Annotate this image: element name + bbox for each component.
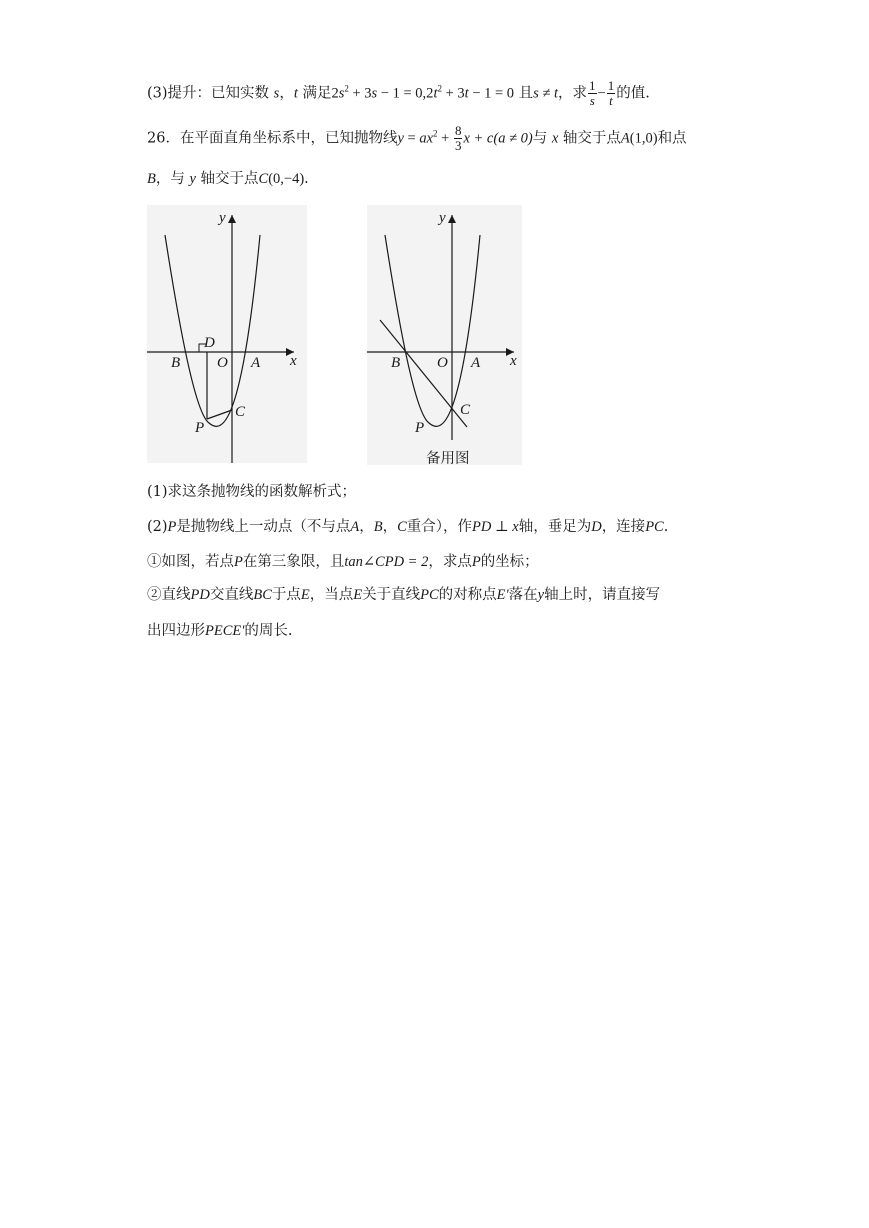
label-D: D — [204, 335, 215, 351]
question-26-sub2-cont: 出四边形PECE′的周长. — [147, 623, 293, 639]
label-A: A — [251, 355, 261, 371]
label-y: y — [439, 210, 446, 226]
label-y: y — [219, 210, 226, 226]
label-C: C — [460, 402, 471, 418]
question-26-stem-cont: B，与 y 轴交于点C(0,−4). — [147, 171, 309, 187]
fraction-1-over-t: $\frac{1}{t}$ — [607, 78, 615, 108]
question-25-part3: (3)提升：已知实数 s，t 满足$2s^2 + 3s - 1 = 0,2t^2 + 3t - 1 = 0$ 且s ≠ t，求 $\frac{1}{s}$ − $\frac{1}{t}$ 的值. — [147, 78, 650, 108]
label-O: O — [437, 355, 448, 371]
label-B: B — [391, 355, 401, 371]
label-C: C — [235, 404, 246, 420]
figure-1-background — [147, 205, 307, 463]
figure-1 — [147, 205, 307, 467]
question-26-part1: (1)求这条抛物线的函数解析式； — [147, 484, 357, 500]
figure-2 — [367, 205, 522, 469]
fraction-1-over-s: $\frac{1}{s}$ — [589, 78, 596, 108]
figure-2-svg — [367, 205, 522, 465]
label-O: O — [217, 355, 228, 371]
question-26-sub2: ②直线PD交直线BC于点E，当点E关于直线PC的对称点E′落在y轴上时，请直接写 — [147, 587, 661, 603]
figure-1-svg — [147, 205, 307, 463]
question-26-stem: 26．在平面直角坐标系中，已知抛物线$y = ax^2$ + $\frac{8}{3}$ x + c(a ≠ 0)与 x 轴交于点A(1,0)和点 — [147, 123, 687, 153]
label-x: x — [510, 353, 517, 369]
figure-2-background — [367, 205, 522, 465]
label-x: x — [290, 353, 297, 369]
figure-2-caption: 备用图 — [426, 451, 470, 467]
question-26-part2: (2)P是抛物线上一动点（不与点A，B，C重合），作PD ⊥ x轴，垂足为D，连接PC. — [147, 519, 669, 535]
label-P: P — [195, 420, 205, 436]
fraction-8-over-3: $\frac{8}{3}$ — [454, 123, 462, 153]
label-A: A — [471, 355, 481, 371]
label-B: B — [171, 355, 181, 371]
label-P: P — [415, 420, 425, 436]
question-26-sub1: ①如图，若点P在第三象限，且tan∠CPD = 2，求点P的坐标； — [147, 554, 539, 570]
